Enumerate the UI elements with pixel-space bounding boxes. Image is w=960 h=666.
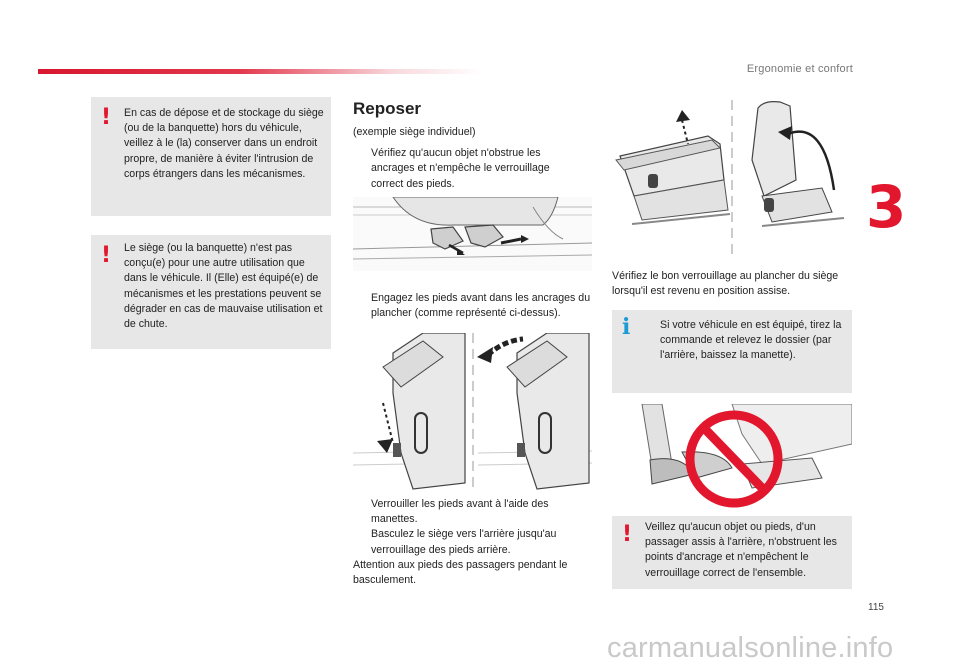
warning-text-usage: Le siège (ou la banquette) n'est pas conçu(e) pour une autre utilisation que dans le véhicule. Il (Elle) est équipé(e) de mécanismes et les prestations peuvent se dégrader en cas de mauvaise utilisation et de chute.	[124, 242, 323, 331]
illustration-seat-tilt	[353, 333, 592, 491]
step-text: Engagez les pieds avant dans les ancrages du plancher (comme représenté ci-dessus).	[371, 292, 591, 320]
page-number: 115	[868, 602, 884, 613]
step-check-anchors	[353, 146, 576, 192]
info-text: Si votre véhicule en est équipé, tirez la commande et relevez le dossier (par l'arrière, baissez la manette).	[660, 319, 842, 362]
step-engage-section	[353, 291, 593, 321]
step-text: Vérifiez qu'aucun objet n'obstrue les ancrages et n'empêche le verrouillage correct des pieds.	[371, 147, 550, 190]
chapter-number: 3	[866, 173, 907, 241]
illustration-feet-anchors	[353, 197, 592, 271]
info-text-backrest	[642, 318, 850, 364]
check-lock-text: Vérifiez le bon verrouillage au plancher du siège lorsqu'il est revenu en position assise.	[612, 270, 839, 298]
step-lock-feet	[353, 497, 586, 527]
warning-icon: !	[101, 243, 112, 268]
illustration-seat-locked	[612, 100, 852, 260]
reposer-section	[353, 99, 593, 192]
warning-icon: !	[101, 105, 112, 130]
steps-lock-section	[353, 497, 593, 588]
check-lock-text-block	[612, 269, 852, 299]
warning-text-storage: En cas de dépose et de stockage du siège (ou de la banquette) hors du véhicule, veillez à le (la) conserver dans un endroit propre, de manière à éviter l'intrusion de corps étrangers dans les mécanismes.	[124, 107, 324, 180]
step-engage-feet	[353, 291, 593, 321]
warning-box-anchor-obstruction	[612, 516, 852, 589]
info-icon: i	[622, 314, 631, 340]
watermark: carmanualsonline.info	[607, 632, 894, 664]
info-box-backrest	[612, 310, 852, 393]
warning-box-storage	[91, 97, 331, 216]
warning-box-usage	[91, 235, 331, 349]
section-subtitle: (exemple siège individuel)	[353, 126, 476, 138]
step-tilt-back	[353, 527, 599, 557]
section-title: Ergonomie et confort	[746, 63, 853, 75]
warning-text-anchor: Veillez qu'aucun objet ou pieds, d'un passager assis à l'arrière, n'obstruent les points d'ancrage et n'empêchent le verrouillage correct de l'ensemble.	[645, 521, 837, 579]
step-text: Verrouiller les pieds avant à l'aide des manettes.	[371, 498, 549, 526]
header-accent-bar	[38, 69, 483, 74]
warning-icon: !	[622, 522, 633, 547]
caution-note: Attention aux pieds des passagers pendant le basculement.	[353, 558, 568, 587]
section-heading: Reposer	[353, 99, 422, 118]
step-text: Basculez le siège vers l'arrière jusqu'au verrouillage des pieds arrière.	[371, 528, 557, 556]
illustration-prohibited-feet	[612, 404, 852, 510]
